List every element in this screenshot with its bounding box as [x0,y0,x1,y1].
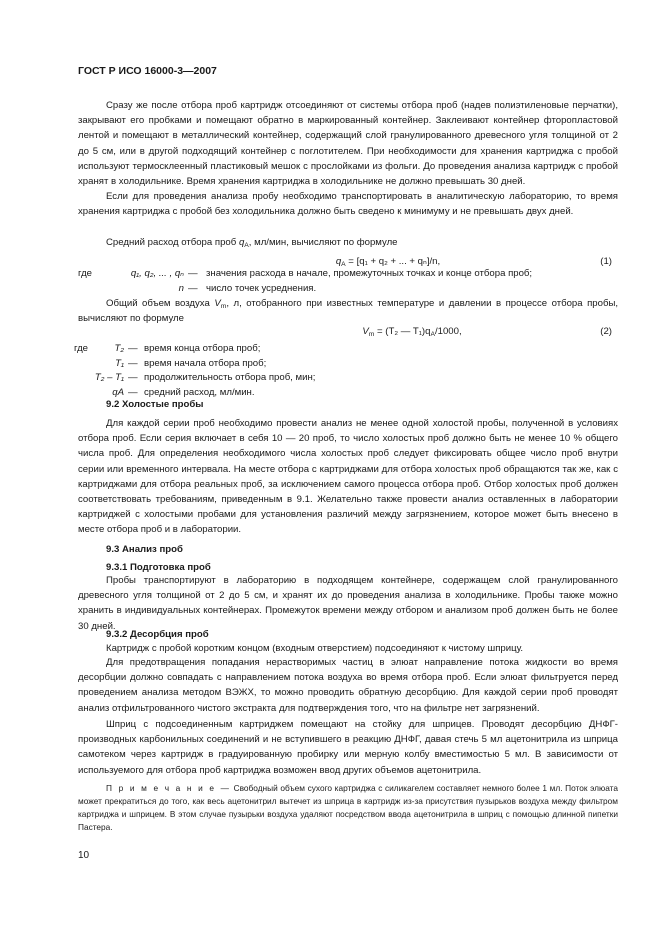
subscript: A [244,242,249,249]
formula-rhs: = (T₂ — T₁)q [374,326,431,337]
def-text: время начала отбора проб; [144,357,267,369]
note-label: П р и м е ч а н и е — [106,783,231,793]
paragraph-sample-prep: Пробы транспортируют в лабораторию в подходящем контейнере, содержащем слой гранулированного древесного угля толщиной от 2 до 5 см, и хранят их до проведения анализа в холодильнике. Пробы также можно хранить в индивидуальных контейнерах. Промежуток времени между отбором и анализом проб должен быть не более 30 дней. [78,575,618,632]
formula-2-expression [78,324,661,339]
note [78,782,618,834]
note-text: Свободный объем сухого картриджа с силикагелем составляет немного более 1 мл. Поток элюата может прекратиться до того, как весь ацетонитрил вытечет из шприца в картридж из-за присутствия пузырьков воздуха между фильтром картриджа и шприцем. В этом случае пузырьки воздуха удаляют посредством ввода ацетонитрила в шприц с помощью длинной пипетки Пастера. [78,783,618,832]
def-prefix: где [78,268,93,279]
subscript: m [220,303,227,310]
def-dash: — [128,343,138,354]
page-number: 10 [78,850,90,861]
document-header: ГОСТ Р ИСО 16000-3—2007 [78,65,217,77]
formula-lhs: V [362,326,369,337]
def-text: значения расхода в начале, промежуточных точках и конце отбора проб; [206,268,533,279]
formula-lhs-sub: m [368,331,375,338]
def-dash: — [128,372,138,384]
def-dash: — [188,282,198,294]
formula-1-number: (1) [600,256,612,267]
paragraph-flow-intro [78,235,618,250]
def-symbol: T₂ – T₁ [94,372,124,384]
text-run: , мл/мин, вычисляют по формуле [248,237,398,248]
formula-rhs-sub: A [430,331,435,338]
def-symbol: q₁, q₂, ... , qₙ [130,268,184,279]
def-symbol: T₁ [115,357,124,369]
heading-9-3: 9.3 Анализ проб [106,544,183,555]
paragraph-volume-intro [78,296,618,326]
def-dash: — [128,386,138,398]
def-text: число точек усреднения. [206,282,317,294]
def-symbol: qA [112,386,124,398]
text-run: Общий объем воздуха [106,298,215,309]
formula-rhs-end: /1000, [434,326,462,337]
formula-2-number: (2) [600,326,612,337]
def-text: средний расход, мл/мин. [144,386,255,398]
def-text: продолжительность отбора проб, мин; [144,372,316,384]
heading-9-3-2: 9.3.2 Десорбция проб [106,629,209,640]
formula-lhs-sub: A [341,261,346,268]
paragraph-storage: Сразу же после отбора проб картридж отсоединяют от системы отбора проб (надев полиэтиленовые перчатки), закрывают его пробками и помещают обратно в маркированный контейнер. Заклеивают контейнер фторопластовой лентой и помещают в металлический контейнер, содержащий слой гранулированного древесного угля толщиной от 2 до 5 см, или в другой подходящий контейнер с поглотителем. При необходимости для хранения картриджа с пробой используют термосклеенный пластиковый мешок с прослойками из фольги. До проведения анализа картридж с пробой хранят в холодильнике. Время хранения картриджа в холодильнике не должно превышать 30 дней. [78,100,618,188]
formula-2 [78,324,618,339]
heading-9-2: 9.2 Холостые пробы [106,399,204,410]
def-dash: — [128,357,138,369]
def-prefix: где [74,343,89,354]
heading-9-3-1: 9.3.1 Подготовка проб [106,562,211,573]
symbol-v: V [214,298,221,309]
symbol-q: q [238,237,245,248]
paragraph-desorption-procedure: Шприц с подсоединенным картриджем помещают на стойку для шприцев. Проводят десорбцию ДНФГ-производных карбонильных соединений и не вступившего в реакцию ДНФГ, давая стечь 5 мл ацетонитрила из шприца самотеком через картридж в градуированную пробирку или мерную колбу вместимостью 5 мл. В зависимости от используемого для отбора проб картриджа возможен ввод других объемов ацетонитрила. [78,719,618,776]
def-dash: — [188,268,198,279]
text-run: , л, отобранного при известных температуре и давлении в процессе отбора пробы, вычисляют по формуле [78,298,619,325]
paragraph-blank-samples: Для каждой серии проб необходимо провести анализ не менее одной холостой пробы, полученной в условиях отбора проб. Если серия включает в себя 10 — 20 проб, то число холостых проб должно быть не менее 10 % общего числа проб. Для определения необходимого числа холостых проб следует фиксировать общее число проб внутри серии или временного интервала. На месте отбора с картриджами для отбора холостых проб обращаются так же, как с картриджами для отбора реальных проб, за исключением самого процесса отбора проб. Отбор холостых проб должен соответствовать требованиям, приведенным в 9.1. Желательно также провести анализ оставленных в лаборатории картриджей с холостыми пробами для установления различий между загрязнением, которое может быть внесено в месте отбора проб и в лаборатории. [78,418,618,536]
formula-rhs: = [q₁ + q₂ + ... + qₙ]/n, [345,256,441,267]
paragraph-syringe: Картридж с пробой коротким концом (входным отверстием) подсоединяют к чистому шприцу. [106,643,524,654]
def-symbol: T₂ [114,343,124,354]
def-text: время конца отбора проб; [144,343,261,354]
paragraph-desorption-direction: Для предотвращения попадания нерастворимых частиц в элюат направление потока жидкости во время десорбции должно совпадать с направлением потока воздуха во время отбора проб. Если элюат фильтруется перед проведением анализа методом ВЭЖХ, то можно проводить обратную десорбцию. Для каждой серии проб проводят анализ отфильтрованного чистого экстракта для подтверждения того, что на фильтре нет загрязнений. [78,657,618,714]
formula-lhs: q [335,256,342,267]
def-symbol: n [178,282,184,294]
text-run: Средний расход отбора проб [106,237,239,248]
paragraph-transport: Если для проведения анализа пробу необходимо транспортировать в аналитическую лабораторию, то время хранения картриджа с пробой без холодильника должно быть сведено к минимуму и не превышать двух дней. [78,191,618,218]
